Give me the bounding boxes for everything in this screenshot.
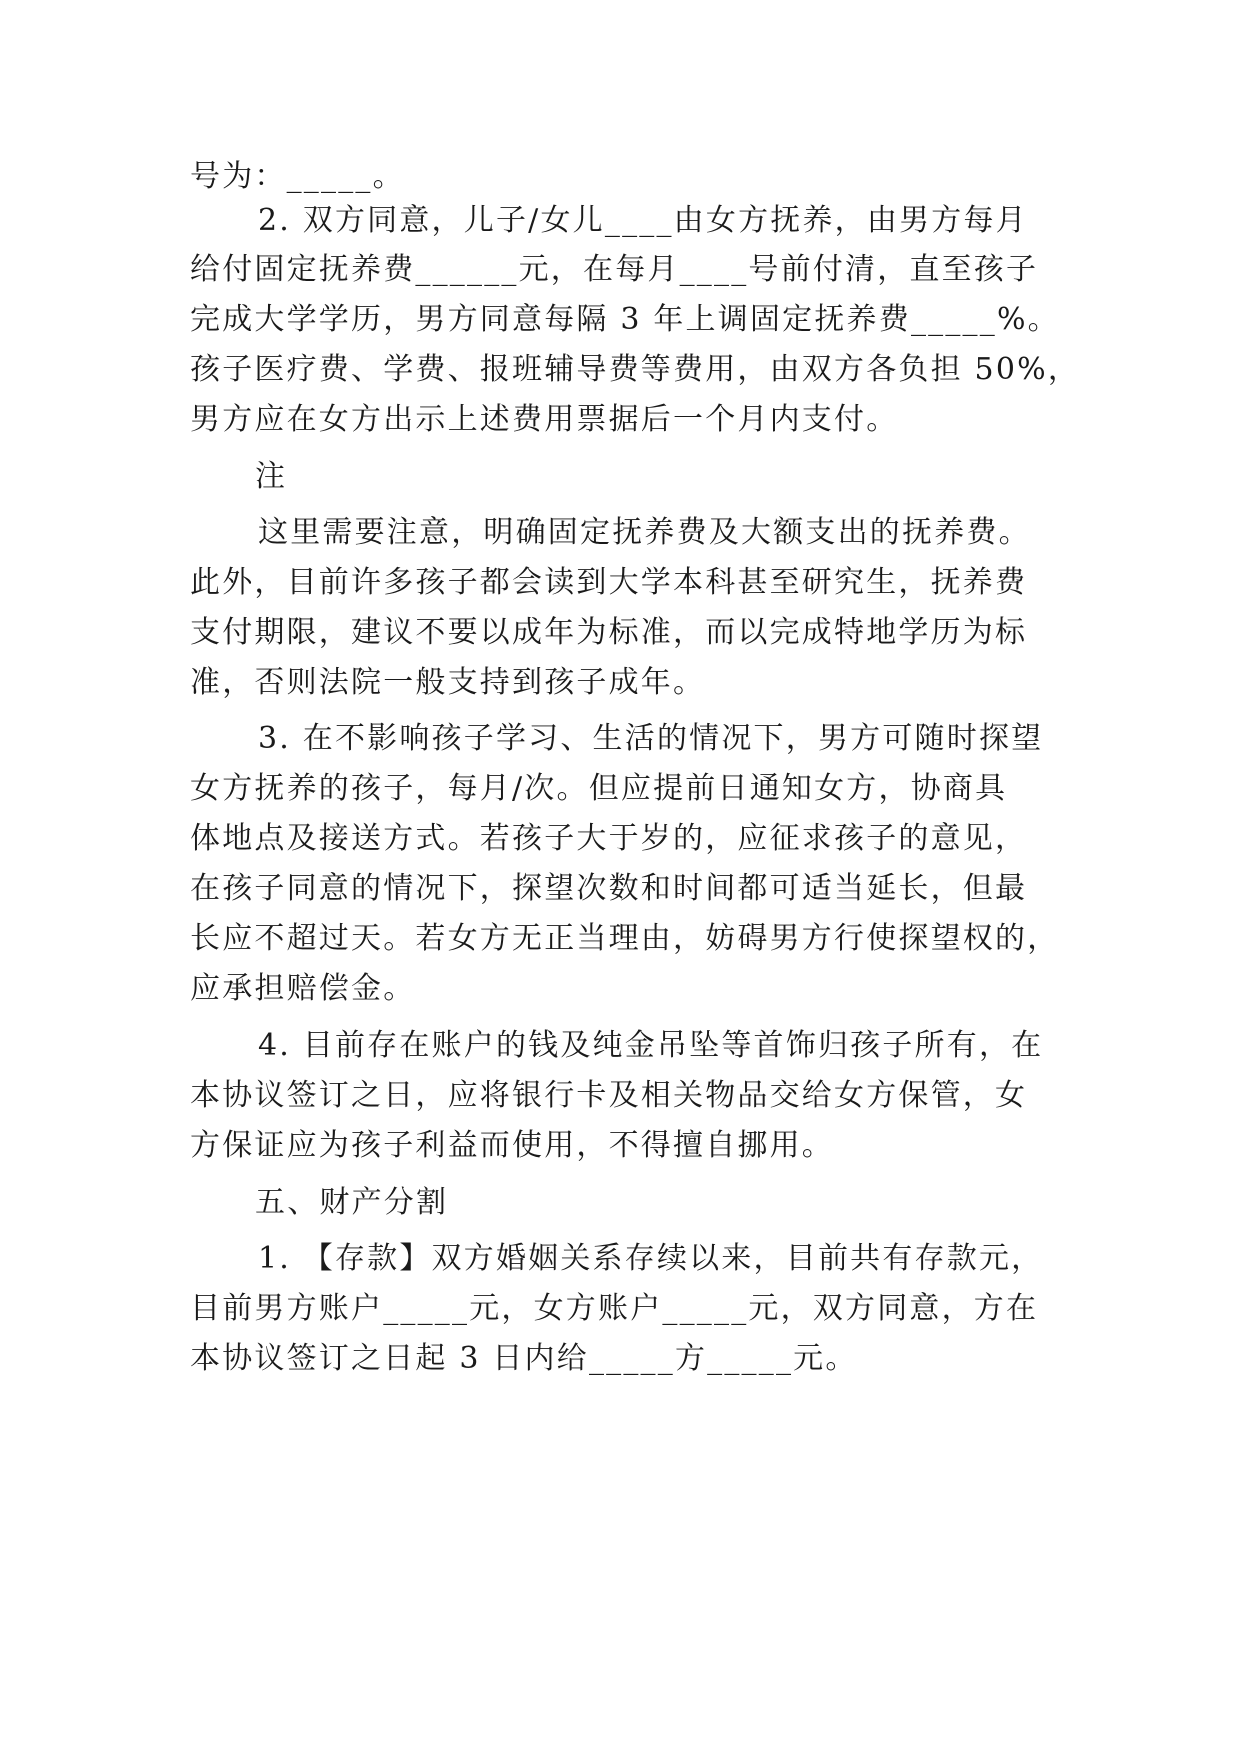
text-line: 体地点及接送方式。若孩子大于岁的，应征求孩子的意见， — [190, 821, 1028, 856]
text-line: 完成大学学历，男方同意每隔 3 年上调固定抚养费_____%。 — [190, 302, 1060, 337]
text-line: 支付期限，建议不要以成年为标准，而以完成特地学历为标 — [190, 615, 1028, 650]
text-line: 号为：_____。 — [190, 159, 405, 194]
text-line: 孩子医疗费、学费、报班辅导费等费用，由双方各负担 50%， — [190, 352, 1081, 387]
text-line: 方保证应为孩子利益而使用，不得擅自挪用。 — [190, 1128, 834, 1163]
text-line: 男方应在女方出示上述费用票据后一个月内支付。 — [190, 402, 899, 437]
text-line: 本协议签订之日，应将银行卡及相关物品交给女方保管，女 — [190, 1078, 1028, 1113]
text-line: 准，否则法院一般支持到孩子成年。 — [190, 665, 706, 700]
clause-1-line: 1. 【存款】双方婚姻关系存续以来，目前共有存款元， — [258, 1241, 1044, 1276]
section-heading: 五、财产分割 — [255, 1185, 449, 1220]
text-line: 应承担赔偿金。 — [190, 971, 416, 1006]
text-line: 本协议签订之日起 3 日内给_____方_____元。 — [190, 1341, 858, 1376]
note-line: 这里需要注意，明确固定抚养费及大额支出的抚养费。 — [258, 515, 1031, 550]
text-line: 此外，目前许多孩子都会读到大学本科甚至研究生，抚养费 — [190, 565, 1028, 600]
text-line: 长应不超过天。若女方无正当理由，妨碍男方行使探望权的， — [190, 921, 1060, 956]
clause-2-line: 2. 双方同意，儿子/女儿____由女方抚养，由男方每月 — [258, 203, 1028, 238]
text-line: 目前男方账户_____元，女方账户_____元，双方同意，方在 — [190, 1291, 1039, 1326]
clause-3-line: 3. 在不影响孩子学习、生活的情况下，男方可随时探望 — [258, 721, 1044, 756]
text-line: 女方抚养的孩子，每月/次。但应提前日通知女方，协商具 — [190, 771, 1008, 806]
clause-4-line: 4. 目前存在账户的钱及纯金吊坠等首饰归孩子所有，在 — [258, 1028, 1044, 1063]
note-heading: 注 — [255, 459, 288, 494]
text-line: 给付固定抚养费______元，在每月____号前付清，直至孩子 — [190, 252, 1039, 287]
text-line: 在孩子同意的情况下，探望次数和时间都可适当延长，但最 — [190, 871, 1028, 906]
